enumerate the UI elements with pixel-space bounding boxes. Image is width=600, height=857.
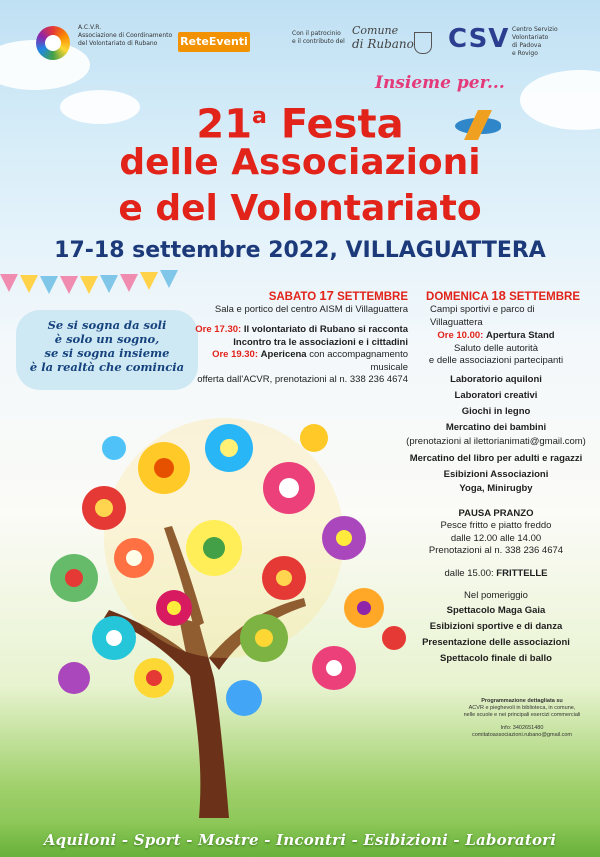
header-logos xyxy=(0,8,600,57)
title-line3: e del Volontariato xyxy=(118,188,482,229)
info-line: nelle scuole e nei principali esercizi commerciali xyxy=(463,712,581,718)
acvr-desc: del Volontariato di Rubano xyxy=(78,40,158,47)
flag xyxy=(20,275,38,293)
flower-tree-illustration xyxy=(14,378,434,818)
rete-eventi-logo: ReteEventi xyxy=(178,32,250,52)
saturday-heading xyxy=(186,290,408,304)
pomeriggio-label: Nel pomeriggio xyxy=(464,590,528,601)
activity-item: Mercatino dei bambini xyxy=(445,421,547,433)
event-desc: con accompagnamento musicale xyxy=(309,349,408,373)
sunday-place: Campi sportivi e parco di Villaguattera xyxy=(430,304,535,328)
day-label: SABATO xyxy=(268,291,317,303)
quote-line: è solo un sogno, xyxy=(54,332,160,346)
csv-desc: di Padova xyxy=(512,42,542,49)
insieme-per: Insieme per... xyxy=(375,73,505,93)
activity-item: Esibizioni sportive e di danza xyxy=(429,620,563,632)
comune-logo xyxy=(352,24,414,51)
csv-logo: CSV xyxy=(448,24,510,54)
info-email: comitatoassociazioni.rubano@gmail.com xyxy=(471,732,573,738)
activity-item: Presentazione delle associazioni xyxy=(422,636,570,648)
frittelle-time: dalle 15.00: xyxy=(444,567,494,579)
edition-number: 21 xyxy=(196,101,253,148)
activity-item: Mercatino del libro per adulti e ragazzi xyxy=(409,453,583,464)
day-number: 17 xyxy=(319,288,334,303)
quote-line: se si sogna insieme xyxy=(44,346,170,360)
event-title: Il volontariato di Rubano si racconta xyxy=(243,324,408,335)
flag xyxy=(140,272,158,290)
saturday-place: Sala e portico del centro AISM di Villaguattera xyxy=(214,303,408,315)
patrocinio-line: Con il patrocinio xyxy=(292,30,341,37)
event-time: Ore 10.00: xyxy=(437,330,484,341)
activity-item: Spettacolo Maga Gaia xyxy=(446,604,546,616)
activity-item: Giochi in legno xyxy=(461,405,531,417)
info-line: Programmazione dettagliata su xyxy=(481,698,563,704)
flag xyxy=(80,276,98,294)
pausa-desc: Pesce fritto e piatto freddo xyxy=(440,520,552,531)
edition-sup: a xyxy=(252,104,267,129)
acvr-text xyxy=(78,24,178,48)
flag xyxy=(160,270,178,288)
sunday-schedule xyxy=(404,290,580,304)
activity-item: Laboratorio aquiloni xyxy=(450,373,542,385)
activity-item: Laboratori creativi xyxy=(454,389,538,401)
pausa-desc: dalle 12.00 alle 14.00 xyxy=(450,532,542,544)
comune-name: di Rubano xyxy=(352,37,414,51)
acvr-desc: Associazione di Coordinamento xyxy=(78,32,173,39)
event-title: Apertura Stand xyxy=(485,330,555,341)
csv-desc: e Rovigo xyxy=(512,50,538,57)
saturday-event2 xyxy=(186,349,408,374)
day-number: 18 xyxy=(491,288,506,303)
sunday-heading xyxy=(404,290,580,304)
info-box xyxy=(452,698,592,739)
flag xyxy=(0,274,18,292)
event-time: Ore 19.30: xyxy=(212,349,259,360)
event-date: 17-18 settembre 2022, VILLAGUATTERA xyxy=(54,238,546,263)
csv-text xyxy=(512,26,592,58)
month-label: SETTEMBRE xyxy=(509,291,580,303)
day-label: DOMENICA xyxy=(426,291,489,303)
title-festa: Festa xyxy=(280,101,404,148)
bunting xyxy=(0,268,190,298)
csv-desc: Centro Servizio xyxy=(512,26,558,33)
activity-item: Yoga, Minirugby xyxy=(459,483,533,494)
activity-item: Spettacolo finale di ballo xyxy=(440,652,552,664)
acvr-name: A.C.V.R. xyxy=(78,24,102,31)
title-line1 xyxy=(0,95,600,146)
frittelle-label: FRITTELLE xyxy=(496,567,548,579)
event-desc: Incontro tra le associazioni e i cittadini xyxy=(233,336,408,348)
info-phone: Info: 3402651480 xyxy=(500,725,544,731)
coat-of-arms-icon xyxy=(414,32,432,54)
pausa-desc: Prenotazioni al n. 338 236 4674 xyxy=(428,545,564,556)
flag xyxy=(120,274,138,292)
prenotazioni-email: (prenotazioni al ilettorianimati@gmail.com) xyxy=(406,435,586,447)
flag xyxy=(40,276,58,294)
month-label: SETTEMBRE xyxy=(337,291,408,303)
csv-desc: Volontariato xyxy=(512,34,549,41)
info-line: ACVR e pieghevoli in biblioteca, in comune, xyxy=(468,705,576,711)
comune-label: Comune xyxy=(352,24,399,37)
acvr-logo-icon xyxy=(36,26,70,60)
flag xyxy=(100,275,118,293)
sunday-event1 xyxy=(402,330,590,343)
patrocinio-line: e il contributo del xyxy=(292,38,345,45)
event-desc: Saluto delle autorità xyxy=(454,342,538,354)
quote-line: Se si sogna da soli xyxy=(47,318,167,332)
event-desc: e delle associazioni partecipanti xyxy=(428,355,564,366)
title-line2: delle Associazioni xyxy=(119,142,481,183)
pausa-pranzo-title: PAUSA PRANZO xyxy=(458,507,534,519)
activity-item: Esibizioni Associazioni xyxy=(443,469,549,480)
event-title: Apericena xyxy=(260,349,307,360)
quote-line: è la realtà che comincia xyxy=(29,360,185,374)
footer-activities: Aquiloni - Sport - Mostre - Incontri - Esibizioni - Laboratori xyxy=(0,823,600,857)
saturday-event1 xyxy=(186,324,408,337)
patrocinio-text xyxy=(292,30,354,46)
saturday-schedule xyxy=(186,290,408,387)
event-time: Ore 17.30: xyxy=(195,324,242,335)
event-desc: offerta dall'ACVR, prenotazioni al n. 338 236 4674 xyxy=(197,374,408,385)
flag xyxy=(60,276,78,294)
